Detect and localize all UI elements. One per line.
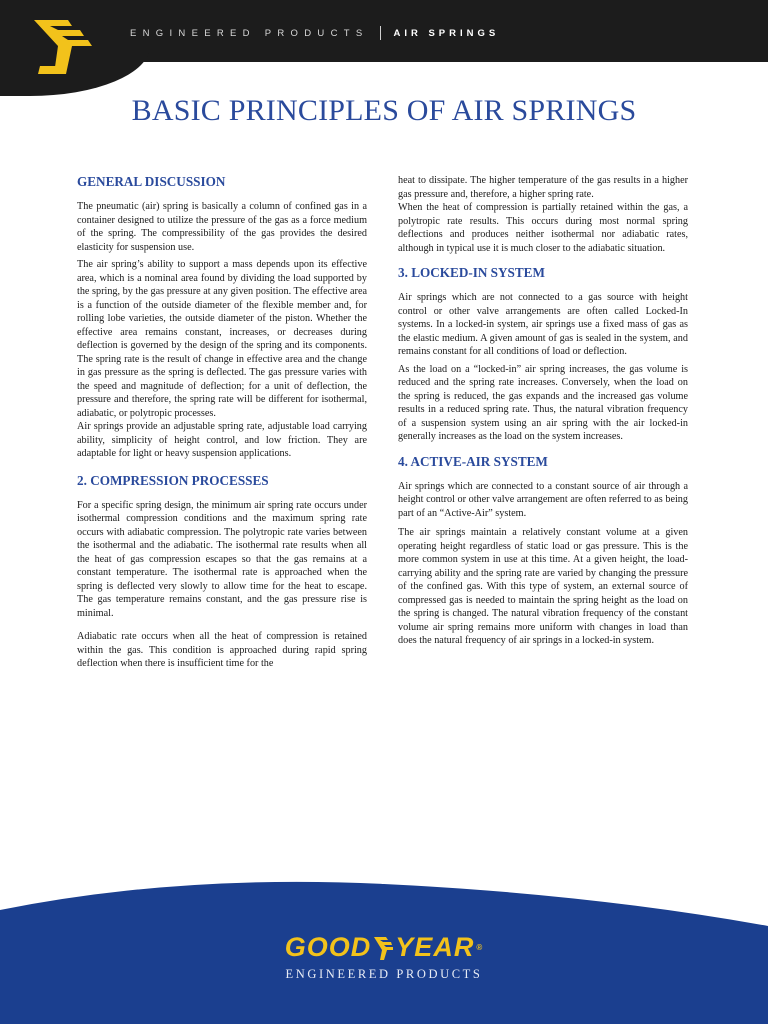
- active-air-paragraph-1: Air springs which are connected to a constant source of air through a height control or other valve arrangement are often referred to as being part of an “Active-Air” system.: [398, 480, 688, 519]
- section-line: AIR SPRINGS: [393, 27, 500, 39]
- header-title: [130, 26, 499, 40]
- active-air-heading: 4. ACTIVE-AIR SYSTEM: [398, 453, 548, 469]
- compression-paragraph-1: For a specific spring design, the minimum air spring rate occurs under isothermal compression conditions and the maximum spring rate occurs with adiabatic compression. The polytropic rate varies between the isothermal and the adiabatic. The isothermal rate results when all the heat of gas compression escapes so that the gas remains at a constant temperature. The isothermal rate is approached when the spring is deflected very slowly to allow time for the heat to escape. The gas temperature remains constant, and the gas pressure rise is minimal.: [77, 499, 367, 619]
- brand-line: ENGINEERED PRODUCTS: [130, 27, 369, 39]
- logo-wordmark: [285, 932, 483, 963]
- left-column: [77, 174, 367, 675]
- wingfoot-icon: [28, 16, 98, 78]
- general-heading: GENERAL DISCUSSION: [77, 174, 226, 189]
- compression-heading: 2. COMPRESSION PROCESSES: [77, 472, 269, 488]
- active-air-paragraph-2: The air springs maintain a relatively constant volume at a given operating height regardless of static load or gas pressure. This is the more common system in use at this time. At a given height, the load-carrying ability and the spring rate are varied by changing the pressure of the confined gas. With this type of system, an external source of compressed gas is needed to maintain the spring height as the load on the spring is changed. The natural vibration frequency of the constant volume air spring remains more uniform with changes in load than does the natural frequency of air springs in a locked-in system.: [398, 527, 688, 646]
- logo-tagline: ENGINEERED PRODUCTS: [285, 967, 483, 981]
- compression-paragraph-2: Adiabatic rate occurs when all the heat of compression is retained within the gas. This condition is approached during rapid spring deflection when there is insufficient time for the: [77, 631, 367, 669]
- right-column: [398, 174, 688, 652]
- logo-word-year: YEAR: [395, 932, 475, 962]
- logo-word-good: GOOD: [284, 932, 372, 962]
- general-paragraph-3: Air springs provide an adjustable spring rate, adjustable load carrying ability, simplicity of height control, and low friction. They are adaptable for light or heavy suspension applications.: [77, 421, 367, 459]
- general-paragraph-1: The pneumatic (air) spring is basically a column of confined gas in a container designed to utilize the pressure of the gas as a force medium of the spring. The compressibility of the gas provides the desired elasticity for suspension use.: [77, 201, 367, 253]
- compression-paragraph-4: When the heat of compression is partially retained within the gas, a polytropic rate results. This occurs during most normal spring deflections and produces neither isothermal nor adiabatic rates, although in typical use it is much closer to the adiabatic situation.: [398, 202, 688, 254]
- locked-in-paragraph-1: Air springs which are not connected to a gas source with height control or other valve arrangements are often called Locked-In systems. In a locked-in system, air springs use a fixed mass of gas as the elastic medium. A given amount of gas is sealed in the system, and remains constant for all conditions of load or deflection.: [398, 292, 688, 357]
- registered-mark: ®: [476, 943, 484, 952]
- locked-in-heading: 3. LOCKED-IN SYSTEM: [398, 265, 545, 280]
- general-paragraph-2: The air spring’s ability to support a mass depends upon its effective area, which is a nominal area found by dividing the load supported by the spring, by the gas pressure at any given position. The effective area is a function of the outside diameter of the flexible member and, for rolling lobe varieties, the outside diameter of the piston. Whether the effective area remains constant, increases, or decreases during deflection is governed by the design of the spring and its components. The spring rate is the result of change in effective area and the change in gas pressure as the spring is deflected. The gas pressure varies with the speed and magnitude of deflection; for a unit of deflection, the pressure and therefore, the spring rate will be different for isothermal, adiabatic, or polytropic processes.: [77, 259, 367, 419]
- wingfoot-logo-icon: [372, 935, 394, 961]
- page-title: BASIC PRINCIPLES OF AIR SPRINGS: [131, 94, 637, 127]
- locked-in-paragraph-2: As the load on a “locked-in” air spring increases, the gas volume is reduced and the spring rate increases. Conversely, when the load on the spring is reduced, the gas expands and the increased gas volume results in a reduced spring rate. Thus, the natural vibration frequency of a suspension system using an air spring with the air locked-in generally increases as the load on the system increases.: [398, 363, 688, 442]
- goodyear-logo: [0, 932, 768, 982]
- header-divider: [380, 26, 381, 40]
- compression-paragraph-3: heat to dissipate. The higher temperature of the gas results in a higher gas pressure and, therefore, a higher spring rate.: [398, 175, 688, 200]
